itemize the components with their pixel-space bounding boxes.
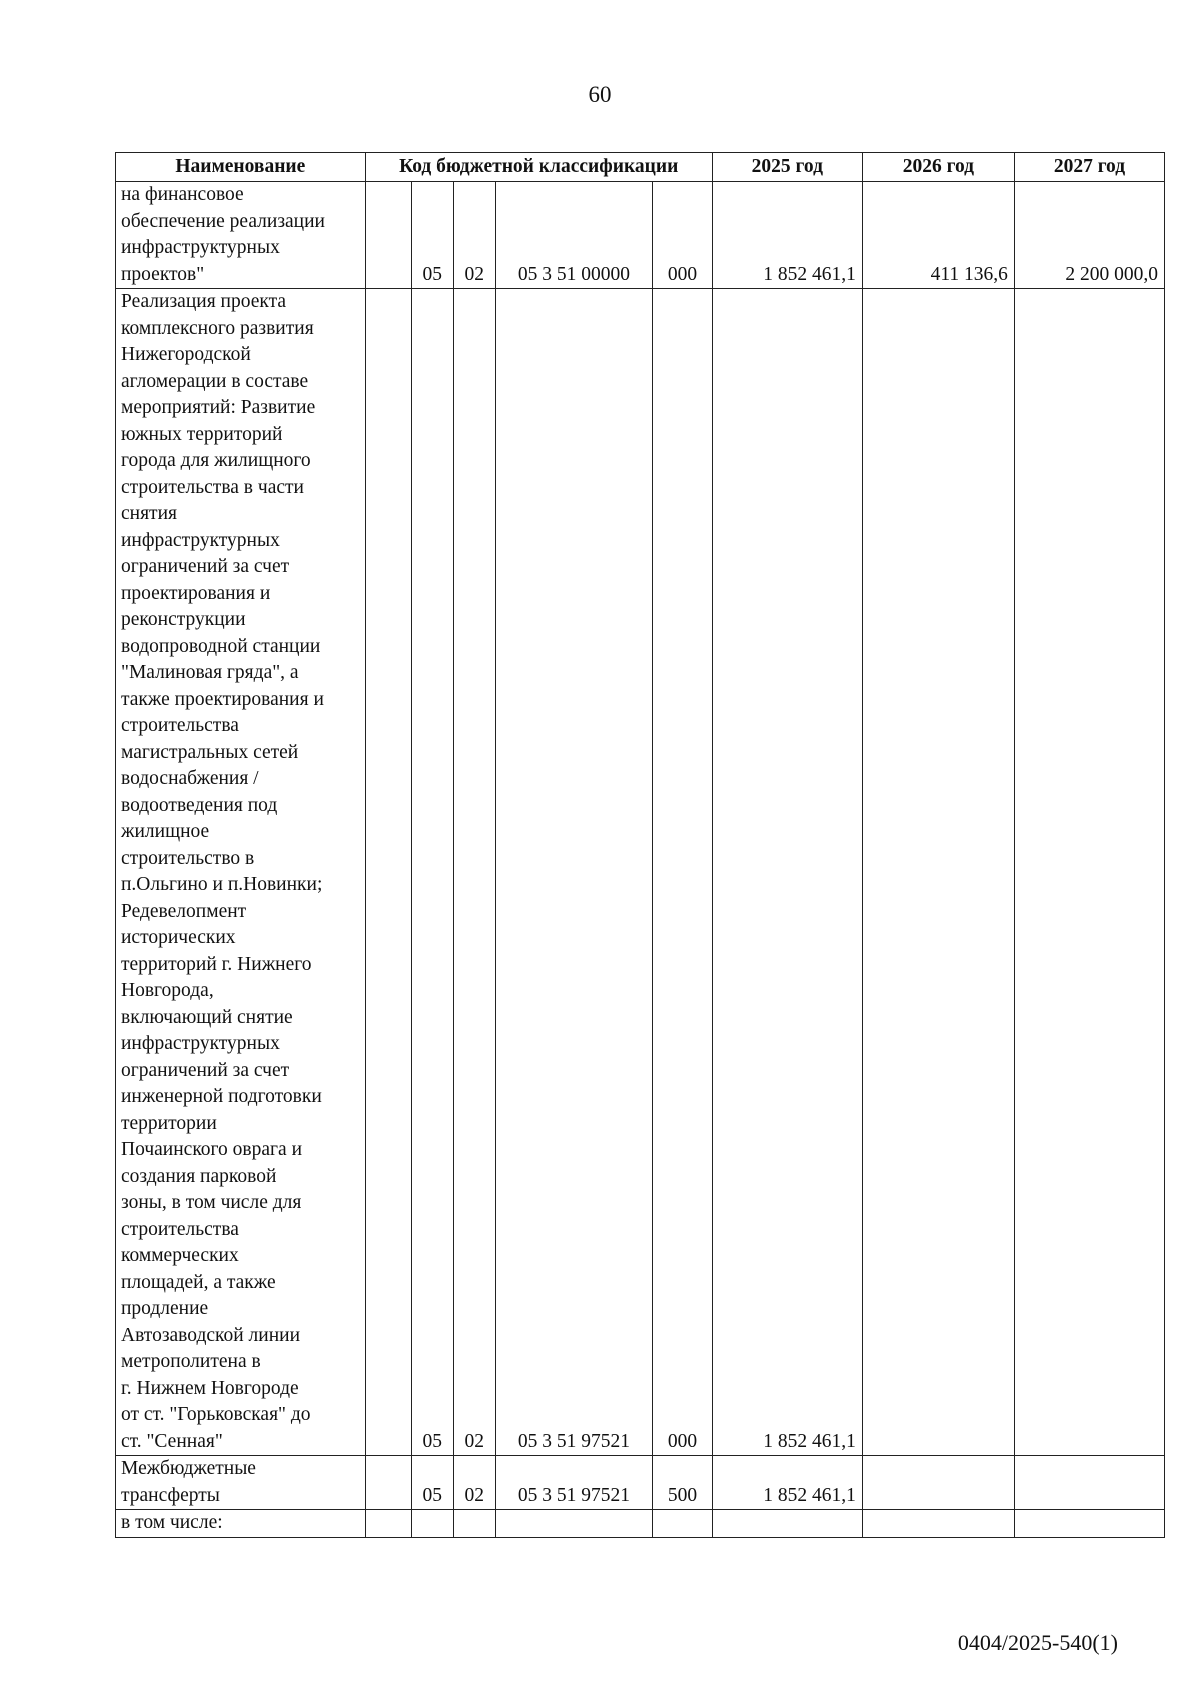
- row-name: на финансовое обеспечение реализации инфраструктурных проектов": [116, 182, 366, 289]
- table-row: [116, 1510, 1165, 1538]
- code-section: 05: [411, 289, 453, 1456]
- code-section: [411, 1510, 453, 1538]
- code-section: 05: [411, 1456, 453, 1510]
- code-part-1: [365, 1510, 411, 1538]
- code-target-article: 05 3 51 00000: [495, 182, 652, 289]
- code-expense-type: 000: [653, 289, 713, 1456]
- budget-table: [115, 152, 1165, 1538]
- header-name: Наименование: [116, 153, 366, 182]
- value-2026: [862, 1456, 1014, 1510]
- value-2027: [1014, 1510, 1164, 1538]
- value-2027: 2 200 000,0: [1014, 182, 1164, 289]
- page-number: 60: [588, 82, 612, 107]
- value-2027: [1014, 1456, 1164, 1510]
- code-target-article: 05 3 51 97521: [495, 289, 652, 1456]
- value-2025: 1 852 461,1: [712, 289, 862, 1456]
- value-2026: [862, 289, 1014, 1456]
- code-section: 05: [411, 182, 453, 289]
- row-name: в том числе:: [116, 1510, 366, 1538]
- document-code: 0404/2025-540(1): [957, 1630, 1118, 1655]
- code-target-article: 05 3 51 97521: [495, 1456, 652, 1510]
- header-2027: 2027 год: [1014, 153, 1164, 182]
- table-row: [116, 182, 1165, 289]
- code-expense-type: 000: [653, 182, 713, 289]
- code-target-article: [495, 1510, 652, 1538]
- header-code: Код бюджетной классификации: [365, 153, 712, 182]
- table-header-row: [116, 153, 1165, 182]
- value-2026: [862, 1510, 1014, 1538]
- code-expense-type: 500: [653, 1456, 713, 1510]
- code-subsection: 02: [453, 182, 495, 289]
- value-2025: 1 852 461,1: [712, 1456, 862, 1510]
- value-2025: 1 852 461,1: [712, 182, 862, 289]
- code-part-1: [365, 1456, 411, 1510]
- header-2025: 2025 год: [712, 153, 862, 182]
- code-expense-type: [653, 1510, 713, 1538]
- value-2026: 411 136,6: [862, 182, 1014, 289]
- code-subsection: 02: [453, 1456, 495, 1510]
- code-subsection: 02: [453, 289, 495, 1456]
- code-part-1: [365, 182, 411, 289]
- code-subsection: [453, 1510, 495, 1538]
- table-row: [116, 1456, 1165, 1510]
- header-2026: 2026 год: [862, 153, 1014, 182]
- table-row: [116, 289, 1165, 1456]
- row-name: Межбюджетные трансферты: [116, 1456, 366, 1510]
- row-name: Реализация проекта комплексного развития Нижегородской агломерации в составе мероприятий: Развитие южных территорий города для жилищного строительства в части снятия инфраструктурных ограничений за счет проектирования и реконструкции водопроводной станции "Малиновая гряда", а также проектирования и строительства магистральных сетей водоснабжения / водоотведения под жилищное строительство в п.Ольгино и п.Новинки; Редевелопмент исторических территорий г. Нижнего Новгорода, включающий снятие инфраструктурных ограничений за счет инженерной подготовки территории Почаинского оврага и создания парковой зоны, в том числе для строительства коммерческих площадей, а также продление Автозаводской линии метрополитена в г. Нижнем Новгороде от ст. "Горьковская" до ст. "Сенная": [116, 289, 366, 1456]
- value-2027: [1014, 289, 1164, 1456]
- code-part-1: [365, 289, 411, 1456]
- value-2025: [712, 1510, 862, 1538]
